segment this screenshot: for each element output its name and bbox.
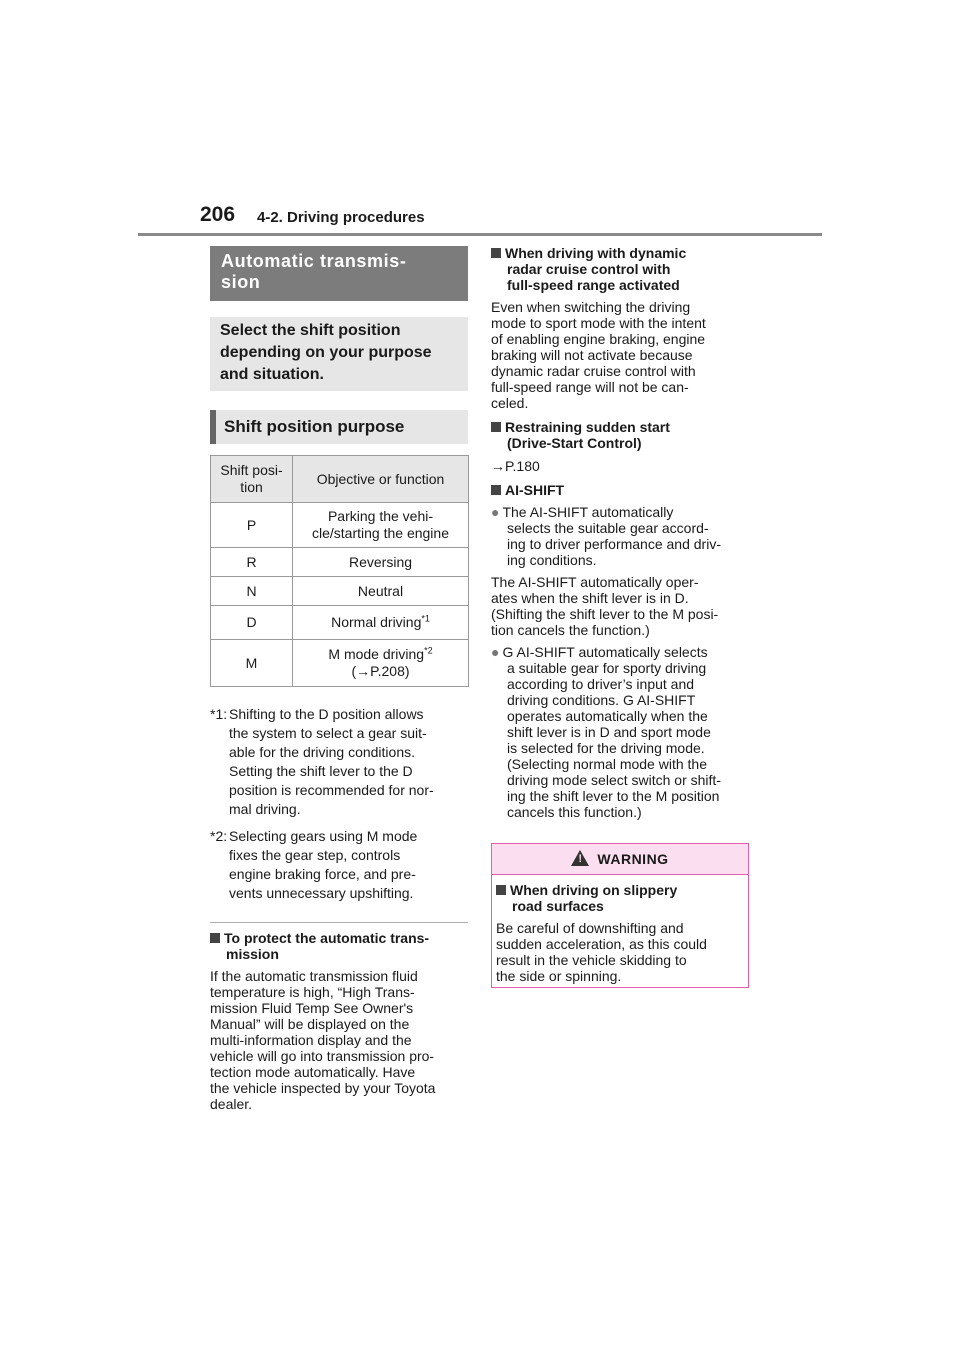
protect-body: If the automatic transmission fluid temperature is high, “High Trans- mission Fluid Temp See Owner's Manual” will be displayed on the multi-information display and the vehicle will go into transmission pro- tection mode automatically. Have the vehicle inspected by your Toyota dealer. [210, 968, 436, 1112]
square-bullet-icon [496, 885, 506, 895]
square-bullet-icon [491, 422, 501, 432]
page-reference: →P.180 [491, 458, 540, 474]
table-row: M M mode driving$^{*2}$ (→P.208) [211, 640, 469, 687]
table-heading: Shift position purpose [210, 410, 468, 444]
warning-triangle-icon [571, 850, 589, 866]
table-row: P Parking the vehi- cle/starting the engine [211, 503, 469, 548]
cruise-heading: When driving with dynamic radar cruise control with full-speed range activated [491, 245, 753, 293]
square-bullet-icon [210, 933, 220, 943]
column-header-objective: Objective or function [293, 456, 469, 503]
footnote-ref: *2 [424, 645, 433, 656]
aishift-bullet-2: ● G AI-SHIFT automatically selects a suitable gear for sporty driving according to driver’s input and driving conditions. G AI-SHIFT operates automatically when the shift lever is in D and sport mode is selected for the driving mode. (Selecting normal mode with the driving mode select switch or shift- ing the shift lever to the M position cancels this function.) [491, 644, 721, 820]
intro-box: Select the shift position depending on your purpose and situation. [210, 317, 468, 391]
restrain-heading: Restraining sudden start (Drive-Start Control) [491, 419, 753, 451]
page-number: 206 [200, 203, 236, 226]
table-header-row [211, 456, 469, 503]
footnote-2: *2: Selecting gears using M mode fixes the gear step, controls engine braking force, and pre- vents unnecessary upshifting. [210, 828, 418, 901]
table-row: R Reversing [211, 548, 469, 577]
square-bullet-icon [491, 248, 501, 258]
footnote-1: *1: Shifting to the D position allows the system to select a gear suit- able for the driving conditions. Setting the shift lever to the D position is recommended for nor- mal driving. [210, 706, 434, 817]
cruise-body: Even when switching the driving mode to sport mode with the intent of enabling engine braking, engine braking will not activate because dynamic radar cruise control with full-speed range will not be can- celed. [491, 299, 706, 411]
table-row: N Neutral [211, 577, 469, 606]
protect-section [210, 930, 468, 1112]
warning-box [491, 843, 749, 988]
warning-heading: When driving on slippery road surfaces [496, 882, 744, 914]
divider [210, 922, 468, 923]
section-title: 4-2. Driving procedures [257, 209, 425, 226]
header-rule [138, 233, 822, 236]
page-reference: (→P.208) [351, 663, 410, 679]
circle-bullet-icon: ● [491, 504, 500, 520]
section-heading: Automatic transmis- sion [210, 246, 468, 301]
column-header-shift-position: Shift posi- tion [211, 456, 293, 503]
square-bullet-icon [491, 485, 501, 495]
shift-position-table [210, 455, 469, 687]
aishift-paragraph: The AI-SHIFT automatically oper- ates when the shift lever is in D. (Shifting the shift lever to the M posi- tion cancels the function.) [491, 574, 719, 638]
circle-bullet-icon: ● [491, 644, 500, 660]
table-row: D Normal driving$^{*1}$ [211, 606, 469, 640]
footnote-ref: *1 [421, 613, 430, 624]
protect-heading: To protect the automatic trans- mission [210, 930, 468, 962]
right-column [491, 245, 753, 820]
aishift-bullet-1: ● The AI-SHIFT automatically selects the suitable gear accord- ing to driver performance and driv- ing conditions. [491, 504, 721, 568]
aishift-heading: AI-SHIFT [491, 482, 753, 498]
warning-header: !WARNING [492, 844, 748, 875]
warning-body: Be careful of downshifting and sudden acceleration, as this could result in the vehicle skidding to the side or spinning. [496, 920, 707, 984]
